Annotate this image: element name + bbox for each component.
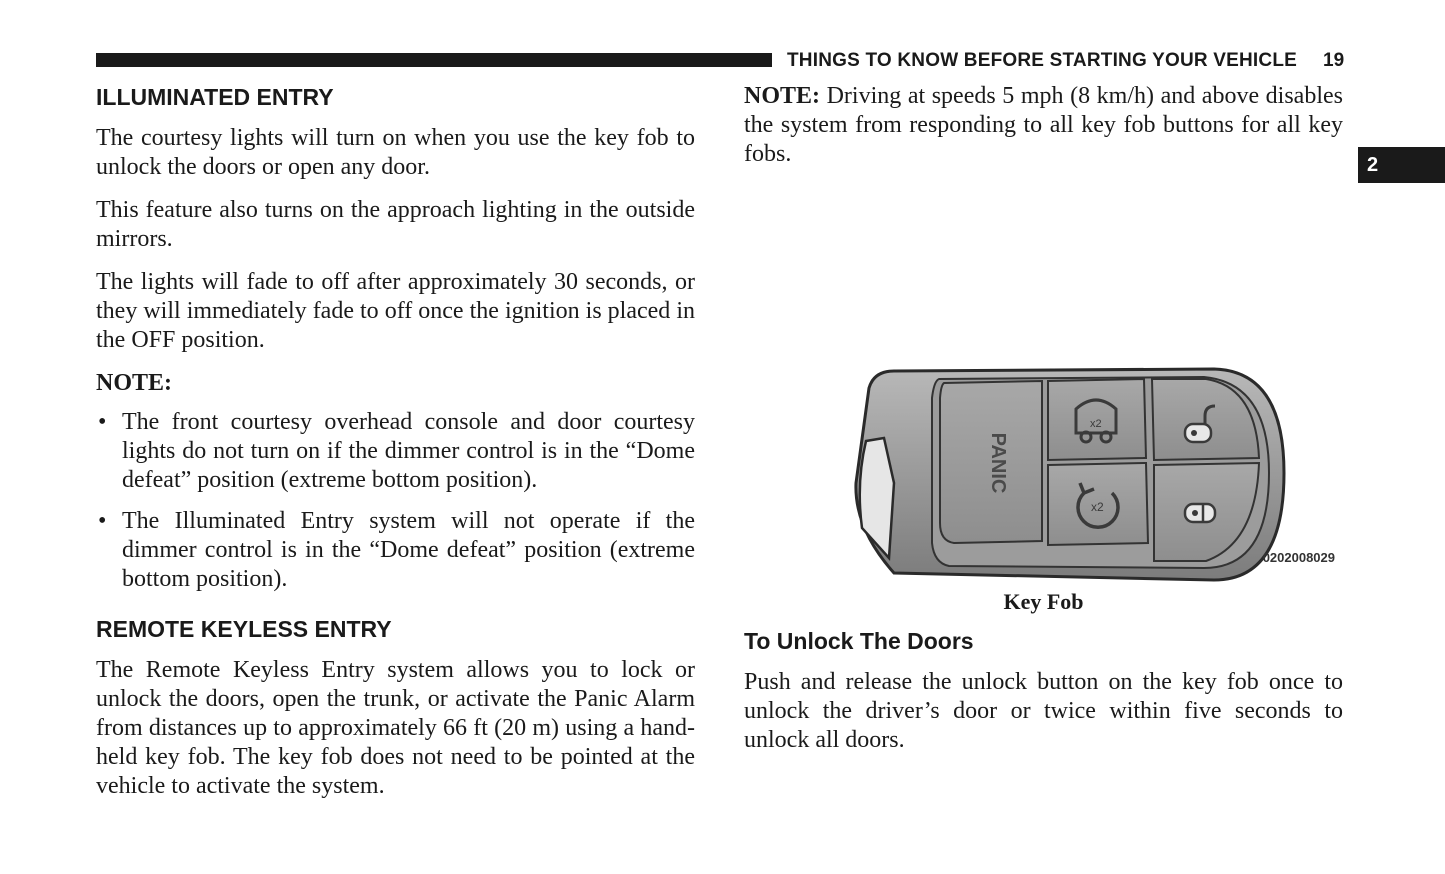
left-column <box>96 82 695 815</box>
paragraph: The courtesy lights will turn on when you use the key fob to unlock the doors or open any door. <box>96 125 695 180</box>
key-blade <box>860 438 894 558</box>
illuminated-entry-heading: ILLUMINATED ENTRY <box>96 84 334 110</box>
remote-start-x2-label: x2 <box>1091 500 1104 514</box>
paragraph: This feature also turns on the approach lighting in the outside mirrors. <box>96 197 695 252</box>
note-label: NOTE: <box>744 83 821 109</box>
page-number: 19 <box>1323 50 1345 71</box>
paragraph: The lights will fade to off after approximately 30 seconds, or they will immediately fade to off once the ignition is placed in the OFF position. <box>96 269 695 353</box>
key-fob-illustration <box>744 183 1343 583</box>
paragraph: The Remote Keyless Entry system allows you to lock or unlock the doors, open the trunk, or activate the Panic Alarm from distances up to approximately 66 ft (20 m) using a hand-held key fob. The key fob does not need to be pointed at the vehicle to activate the system. <box>96 657 695 799</box>
figure-caption: Key Fob <box>1003 589 1084 614</box>
trunk-x2-label: x2 <box>1090 418 1102 430</box>
remote-keyless-entry-heading: REMOTE KEYLESS ENTRY <box>96 616 392 642</box>
running-header: THINGS TO KNOW BEFORE STARTING YOUR VEHICLE <box>787 50 1298 71</box>
chapter-tab: 2 <box>1358 147 1445 183</box>
speed-note <box>744 82 1343 169</box>
right-column <box>744 82 1343 769</box>
note-label: NOTE: <box>96 370 173 396</box>
note-bullet-list <box>96 408 695 594</box>
paragraph: Push and release the unlock button on the key fob once to unlock the driver’s door or twice within five seconds to unlock all doors. <box>744 669 1343 753</box>
list-item: • The front courtesy overhead console and door courtesy lights do not turn on if the dimmer control is in the “Dome defeat” position (extreme bottom position). <box>96 408 695 495</box>
figure-id: 0202008029 <box>1262 550 1335 565</box>
list-item: • The Illuminated Entry system will not operate if the dimmer control is in the “Dome defeat” position (extreme bottom position). <box>96 507 695 594</box>
lock-icon <box>1185 504 1215 522</box>
header-rule <box>96 53 772 67</box>
note-text: Driving at speeds 5 mph (8 km/h) and above disables the system from responding to all key fob buttons for all key fobs. <box>744 83 1343 167</box>
unlock-doors-heading: To Unlock The Doors <box>744 628 974 654</box>
key-fob-figure <box>744 183 1343 583</box>
panic-label: PANIC <box>987 432 1009 494</box>
